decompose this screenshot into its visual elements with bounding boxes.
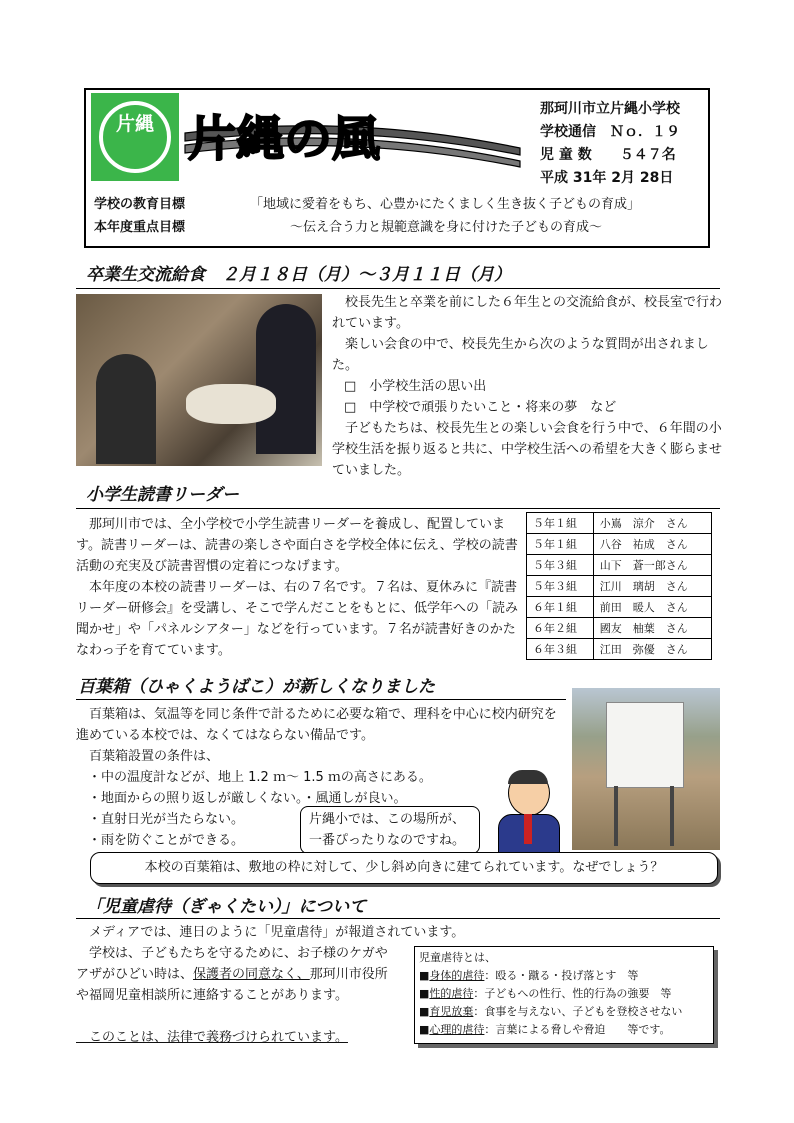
box-condition-4: ・雨を防ぐことができる。 (88, 833, 245, 848)
box-condition-3: ・直射日光が当たらない。 (88, 812, 245, 827)
box-paragraph-2: 百葉箱設置の条件は、 (76, 749, 220, 764)
abuse-item-label: 育児放棄 (429, 1005, 474, 1018)
lunch-question-1: □ 小学校生活の思い出 (344, 379, 487, 394)
leader-name: 江田 弥優 さん (593, 639, 711, 660)
reading-leader-row (527, 534, 712, 555)
abuse-item-text: ：子どもへの性行、性的行為の強要 等 (473, 987, 672, 1000)
leader-class: ６年３組 (527, 639, 594, 660)
leader-name: 國友 柚葉 さん (593, 618, 711, 639)
leader-name: 八谷 祐成 さん (593, 534, 711, 555)
leader-class: ５年１組 (527, 534, 594, 555)
abuse-item-text: ：言葉による脅しや脅迫 等です。 (484, 1023, 671, 1036)
box-condition-2: ・地面からの照り返しが厳しくない。・風通しが良い。 (88, 791, 407, 806)
abuse-consent-underline: 保護者の同意なく、 (193, 967, 310, 982)
reading-paragraph-1: 那珂川市では、全小学校で小学生読書リーダーを養成し、配置しています。読書リーダーは、読書の楽しさや面白さを学校全体に伝え、学校の読書活動の充実及び読書習慣の定着につなげます。 (76, 517, 518, 574)
reading-rule (76, 508, 720, 509)
abuse-item-label: 心理的虐待 (429, 1023, 485, 1036)
lunch-title: 卒業生交流給食 ２月１８日（月）～３月１１日（月） (86, 265, 511, 285)
reading-leader-row (527, 639, 712, 660)
focus-text: ～伝え合う力と規範意識を身に付けた子どもの育成～ (290, 220, 603, 235)
abuse-item (419, 985, 709, 1003)
abuse-title: 「児童虐待（ぎゃくたい）」について (86, 897, 367, 917)
abuse-item (419, 1021, 709, 1039)
lunch-paragraph-3: 子どもたちは、校長先生との楽しい会食を行う中で、６年間の小学校生活を振り返ると共に、中学校生活への希望を大きく膨らませていました。 (332, 421, 723, 478)
lunch-photo (76, 294, 322, 466)
reading-leader-row (527, 618, 712, 639)
lunch-question-2: □ 中学校で頑張りたいこと・将来の夢 など (344, 400, 617, 415)
reading-leader-row (527, 597, 712, 618)
abuse-item-text: ：殴る・蹴る・投げ落とす 等 (484, 969, 639, 982)
abuse-paragraph-1: メディアでは、連日のように「児童虐待」が報道されています。 (76, 925, 465, 940)
weather-box-photo (572, 688, 720, 850)
abuse-item (419, 1003, 709, 1021)
abuse-paragraph-3: このことは、法律で義務づけられています。 (76, 1030, 348, 1045)
reading-title: 小学生読書リーダー (86, 485, 239, 505)
goal-text: 「地域に愛着をもち、心豊かにたくましく生き抜く子どもの育成」 (250, 197, 641, 212)
speech-bubble: 片縄小では、この場所が、一番ぴったりなのですね。 (300, 806, 480, 854)
leader-name: 江川 璃胡 さん (593, 576, 711, 597)
masthead-banner (180, 93, 525, 179)
student-count: 児 童 数 ５４７名 (540, 147, 676, 163)
abuse-box-title: 児童虐待とは、 (419, 951, 496, 964)
box-paragraph-1: 百葉箱は、気温等を同じ条件で計るために必要な箱で、理科を中心に校内研究を進めている本校では、なくてはならない備品です。 (76, 707, 557, 743)
box-rule (76, 699, 566, 700)
box-condition-1: ・中の温度計などが、地上 1.2 ｍ～ 1.5 ｍの高さにある。 (88, 770, 432, 785)
leader-class: ６年２組 (527, 618, 594, 639)
abuse-rule (76, 918, 720, 919)
square-bullet-icon: ■ (419, 1023, 430, 1036)
leader-class: ５年３組 (527, 576, 594, 597)
focus-label: 本年度重点目標 (94, 220, 186, 235)
abuse-item (419, 967, 709, 985)
square-bullet-icon: ■ (419, 1005, 430, 1018)
abuse-item-label: 身体的虐待 (429, 969, 485, 982)
abuse-item-label: 性的虐待 (429, 987, 474, 1000)
reading-leader-row (527, 513, 712, 534)
square-bullet-icon: ■ (419, 969, 430, 982)
abuse-definition-box (414, 946, 714, 1044)
leader-class: ５年１組 (527, 513, 594, 534)
lunch-rule (76, 288, 720, 289)
leader-name: 山下 蒼一郎さん (593, 555, 711, 576)
lunch-paragraph-1: 校長先生と卒業を前にした６年生との交流給食が、校長室で行われています。 (332, 295, 723, 331)
reading-paragraph-2: 本年度の本校の読書リーダーは、右の７名です。７名は、夏休みに『読書リーダー研修会』を受講し、そこで学んだことをもとに、低学年への「読み聞かせ」や「パネルシアター」などを行っています。７名が読書好きのかたなわっ子を育てています。 (76, 580, 519, 658)
box-title: 百葉箱（ひゃくようばこ）が新しくなりました (78, 677, 435, 697)
principal-illustration (486, 770, 566, 852)
reading-leaders-table (526, 512, 712, 660)
leader-name: 前田 暖人 さん (593, 597, 711, 618)
school-logo (91, 93, 179, 181)
why-callout: 本校の百葉箱は、敷地の枠に対して、少し斜め向きに建てられています。なぜでしょう？ (90, 852, 718, 884)
lunch-paragraph-2: 楽しい会食の中で、校長先生から次のような質問が出されました。 (332, 337, 709, 373)
issue-number: 学校通信 Ｎｏ．１９ (540, 124, 680, 140)
abuse-paragraph-2: 学校は、子どもたちを守るために、お子様のケガやアザがひどい時は、保護者の同意なく、那珂川市役所や福岡児童相談所に連絡することがあります。 (76, 946, 388, 1003)
logo-text: 片縄 (115, 113, 154, 135)
abuse-item-text: ：食事を与えない、子どもを登校させない (473, 1005, 683, 1018)
reading-leader-row (527, 555, 712, 576)
leader-class: ６年１組 (527, 597, 594, 618)
masthead-title: 片縄の風 (188, 111, 381, 167)
goal-label: 学校の教育目標 (94, 197, 186, 212)
issue-date: 平成 31年 2月 28日 (540, 170, 674, 186)
leader-class: ５年３組 (527, 555, 594, 576)
school-name: 那珂川市立片縄小学校 (540, 101, 680, 117)
leader-name: 小嶌 涼介 さん (593, 513, 711, 534)
reading-leader-row (527, 576, 712, 597)
square-bullet-icon: ■ (419, 987, 430, 1000)
